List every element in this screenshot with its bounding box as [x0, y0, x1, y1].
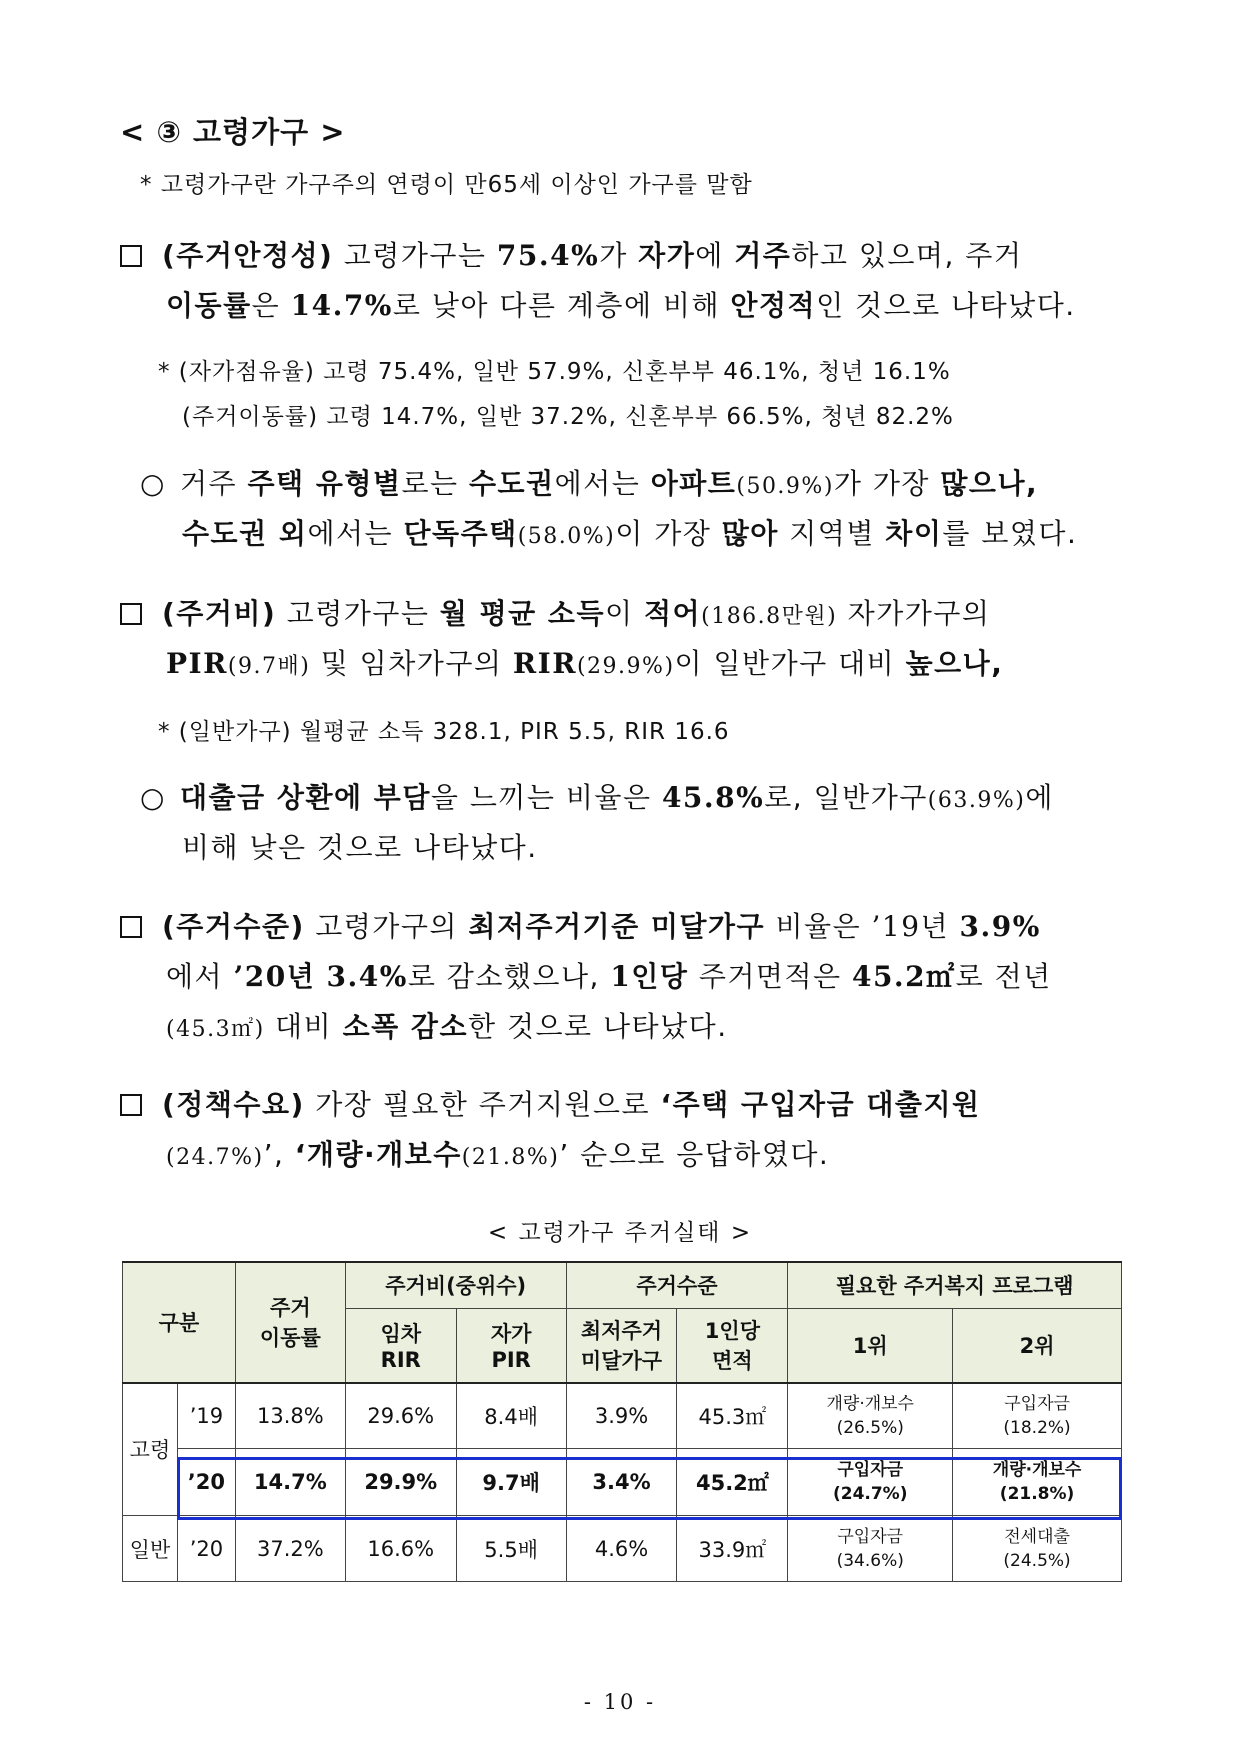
- checkbox-square-icon: [120, 603, 142, 625]
- header-text: 임차: [380, 1322, 422, 1347]
- cell-mobility: 14.7%: [235, 1449, 345, 1516]
- text-bold: 수도권: [469, 467, 555, 500]
- text: 한 것으로 나타났다.: [468, 1010, 728, 1043]
- text: 비율은: [765, 910, 872, 943]
- cell-text: 구입자금: [837, 1526, 904, 1547]
- cell-area: 33.9㎡: [677, 1516, 788, 1582]
- header-mobility: [235, 1262, 345, 1383]
- text-bold: 월 평균 소득: [439, 597, 606, 630]
- cell-rank2: [953, 1516, 1122, 1582]
- cell-text: (26.5%): [836, 1417, 904, 1438]
- text: (24.7%): [166, 1145, 264, 1170]
- s1-sub1: [140, 462, 1038, 502]
- text: 주거면적은: [688, 960, 852, 993]
- text: (29.9%): [576, 654, 675, 679]
- cell-substandard: 3.9%: [566, 1383, 677, 1449]
- text: 인 것으로 나타났다.: [816, 289, 1076, 322]
- text: 및 임차가구의: [310, 647, 513, 680]
- cell-text: (24.7%): [832, 1484, 908, 1504]
- text-bold: 1인당: [610, 960, 689, 993]
- cell-rank1: [788, 1516, 953, 1582]
- text: 지역별: [778, 517, 886, 550]
- s3-title: (주거수준): [162, 910, 305, 943]
- header-category: 구분: [123, 1262, 236, 1383]
- cell-text: (34.6%): [836, 1550, 904, 1571]
- text: 가: [599, 239, 639, 272]
- s4-line2: [166, 1133, 829, 1173]
- cell-text: 개량·개보수: [826, 1393, 914, 1414]
- circle-bullet-icon: ○: [140, 781, 166, 814]
- table-top-rule: [122, 1261, 1122, 1263]
- text-bold: ‘주택 구입자금 대출지원: [660, 1088, 981, 1121]
- text: 은: [251, 289, 291, 322]
- text-bold: 최저주거기준 미달가구: [468, 910, 766, 943]
- cell-pir: 9.7배: [456, 1449, 566, 1516]
- text: (45.3㎡): [166, 1017, 265, 1042]
- text: 고령가구는: [333, 239, 497, 272]
- checkbox-square-icon: [120, 245, 142, 267]
- text: 자가가구의: [837, 597, 991, 630]
- text: 고령가구는: [276, 597, 440, 630]
- cell-pir: 5.5배: [456, 1516, 566, 1582]
- s2-sub2: 비해 낮은 것으로 나타났다.: [182, 831, 538, 864]
- header-text: 미달가구: [580, 1349, 663, 1374]
- text: ’ 순으로 응답하였다.: [559, 1138, 830, 1171]
- header-text: 1인당: [704, 1319, 760, 1344]
- header-rir: [345, 1309, 456, 1383]
- s3-line1: [120, 905, 1041, 945]
- text: (186.8만원): [701, 604, 838, 629]
- text-bold: RIR: [512, 647, 577, 680]
- s2-line1: [120, 592, 990, 632]
- cell-text: 개량·개보수: [992, 1460, 1082, 1480]
- text-bold: ’20년 3.4%: [233, 960, 408, 993]
- text-bold: 대출금 상환에 부담: [180, 781, 431, 814]
- text: 로 낮아 다른 계층에 비해: [392, 289, 731, 322]
- circle-bullet-icon: ○: [140, 467, 166, 500]
- table-row: [123, 1516, 1122, 1582]
- text: 이 일반가구 대비: [674, 647, 906, 680]
- text: 거주: [180, 467, 248, 500]
- text-bold: 75.4%: [496, 239, 600, 272]
- s2-title: (주거비): [162, 597, 277, 630]
- s1-line2: [166, 284, 1076, 324]
- text-bold: 45.8%: [661, 781, 765, 814]
- text: (9.7배): [227, 654, 311, 679]
- text-bold: ‘개량·개보수: [294, 1138, 462, 1171]
- cell-rir: 29.9%: [345, 1449, 456, 1516]
- text: 에서는: [554, 467, 651, 500]
- header-substandard: [566, 1309, 677, 1383]
- header-text: 이동률: [259, 1325, 321, 1350]
- text: (21.8%): [461, 1145, 560, 1170]
- header-text: 면적: [712, 1349, 753, 1374]
- text-bold: 3.9%: [959, 910, 1041, 943]
- text: 가장 필요한 주거지원으로: [304, 1088, 661, 1121]
- text: 이: [605, 597, 644, 630]
- text-bold: 아파트: [650, 467, 737, 500]
- text-bold: 수도권 외: [182, 517, 308, 550]
- text: 를 보였다.: [942, 517, 1078, 550]
- text: 을 느끼는 비율은: [430, 781, 662, 814]
- text-bold: 적어: [644, 597, 702, 630]
- cell-text: 전세대출: [1004, 1526, 1070, 1547]
- text-bold: 단독주택: [403, 517, 518, 550]
- s3-line2: [166, 955, 1052, 995]
- group-elderly: 고령: [123, 1383, 178, 1516]
- text: 이 가장: [615, 517, 722, 550]
- s1-line1: [120, 234, 1022, 274]
- s1-note1: * (자가점유율) 고령 75.4%, 일반 57.9%, 신혼부부 46.1%, 청년 16.1%: [158, 359, 951, 385]
- text: 로, 일반가구: [764, 781, 928, 814]
- text-bold: 주택 유형별: [247, 467, 402, 500]
- text: ’,: [263, 1138, 295, 1171]
- header-rank1: 1위: [788, 1309, 953, 1383]
- cell-text: (18.2%): [1003, 1417, 1071, 1438]
- text-bold: 많으나,: [940, 467, 1039, 500]
- s2-sub1: [140, 776, 1054, 816]
- text: (58.0%): [517, 524, 616, 549]
- cell-area: 45.3㎡: [677, 1383, 788, 1449]
- text: 에: [1025, 781, 1054, 814]
- header-cost: 주거비(중위수): [345, 1262, 566, 1309]
- housing-status-table: [122, 1261, 1122, 1582]
- table-row: [123, 1383, 1122, 1449]
- cell-area: 45.2㎡: [677, 1449, 788, 1516]
- header-rank2: 2위: [953, 1309, 1122, 1383]
- checkbox-square-icon: [120, 916, 142, 938]
- table-caption: < 고령가구 주거실태 >: [487, 1220, 753, 1246]
- cell-year: ’20: [177, 1516, 235, 1582]
- text: 하고 있으며, 주거: [791, 239, 1023, 272]
- text-bold: 차이: [885, 517, 943, 550]
- cell-rir: 16.6%: [345, 1516, 456, 1582]
- text: 고령가구의: [304, 910, 469, 943]
- header-pir: [456, 1309, 566, 1383]
- s1-sub2: [182, 512, 1077, 552]
- text-bold: 자가: [638, 239, 696, 272]
- group-general: 일반: [123, 1516, 178, 1582]
- text: 로는: [401, 467, 469, 500]
- cell-text: 구입자금: [1004, 1393, 1070, 1414]
- cell-year: ’20: [177, 1449, 235, 1516]
- text-bold: PIR: [166, 647, 228, 680]
- section-heading: < ③ 고령가구 >: [120, 115, 346, 149]
- cell-rank2: [953, 1383, 1122, 1449]
- highlight-box: [177, 1457, 1122, 1520]
- cell-substandard: 4.6%: [566, 1516, 677, 1582]
- text-bold: 거주: [734, 239, 792, 272]
- cell-mobility: 13.8%: [235, 1383, 345, 1449]
- text-bold: 14.7%: [290, 289, 393, 322]
- s2-line2: [166, 642, 1003, 682]
- cell-rank1: [788, 1383, 953, 1449]
- cell-year: ’19: [177, 1383, 235, 1449]
- cell-mobility: 37.2%: [235, 1516, 345, 1582]
- s2-note: * (일반가구) 월평균 소득 328.1, PIR 5.5, RIR 16.6: [158, 719, 730, 745]
- text: 에서는: [307, 517, 404, 550]
- cell-substandard: 3.4%: [566, 1449, 677, 1516]
- text-bold: 이동률: [166, 289, 252, 322]
- s4-line1: [120, 1083, 981, 1123]
- s4-title: (정책수요): [162, 1088, 305, 1121]
- text: 가 가장: [833, 467, 941, 500]
- text: 로 감소했으나,: [407, 960, 611, 993]
- text: 에: [695, 239, 735, 272]
- header-text: RIR: [380, 1348, 421, 1373]
- checkbox-square-icon: [120, 1094, 142, 1116]
- cell-text: 구입자금: [837, 1460, 904, 1480]
- page-number: - 10 -: [583, 1690, 657, 1714]
- cell-rir: 29.6%: [345, 1383, 456, 1449]
- header-text: 최저주거: [580, 1319, 663, 1344]
- header-text: 자가: [490, 1322, 532, 1347]
- text: 대비: [264, 1010, 343, 1043]
- text-bold: 많아: [721, 517, 779, 550]
- cell-text: (24.5%): [1003, 1550, 1071, 1571]
- text-bold: 높으나,: [905, 647, 1004, 680]
- text: 로 전년: [955, 960, 1052, 993]
- s1-title: (주거안정성): [162, 239, 334, 272]
- text: ’19년: [871, 910, 960, 943]
- header-level: 주거수준: [566, 1262, 788, 1309]
- text: (50.9%): [736, 474, 834, 499]
- header-text: PIR: [491, 1348, 531, 1373]
- text-bold: 45.2㎡: [851, 960, 956, 993]
- text: 에서: [166, 960, 234, 993]
- header-program: 필요한 주거복지 프로그램: [788, 1262, 1122, 1309]
- text-bold: 안정적: [730, 289, 817, 322]
- s3-line3: [166, 1005, 728, 1045]
- s1-note2: (주거이동률) 고령 14.7%, 일반 37.2%, 신혼부부 66.5%, 청년 82.2%: [182, 404, 954, 430]
- header-text: 주거: [270, 1295, 311, 1320]
- text: (63.9%): [927, 788, 1026, 813]
- cell-text: (21.8%): [999, 1484, 1075, 1504]
- header-area: [677, 1309, 788, 1383]
- text-bold: 소폭 감소: [342, 1010, 469, 1043]
- definition-note: * 고령가구란 가구주의 연령이 만65세 이상인 가구를 말함: [140, 172, 753, 198]
- cell-pir: 8.4배: [456, 1383, 566, 1449]
